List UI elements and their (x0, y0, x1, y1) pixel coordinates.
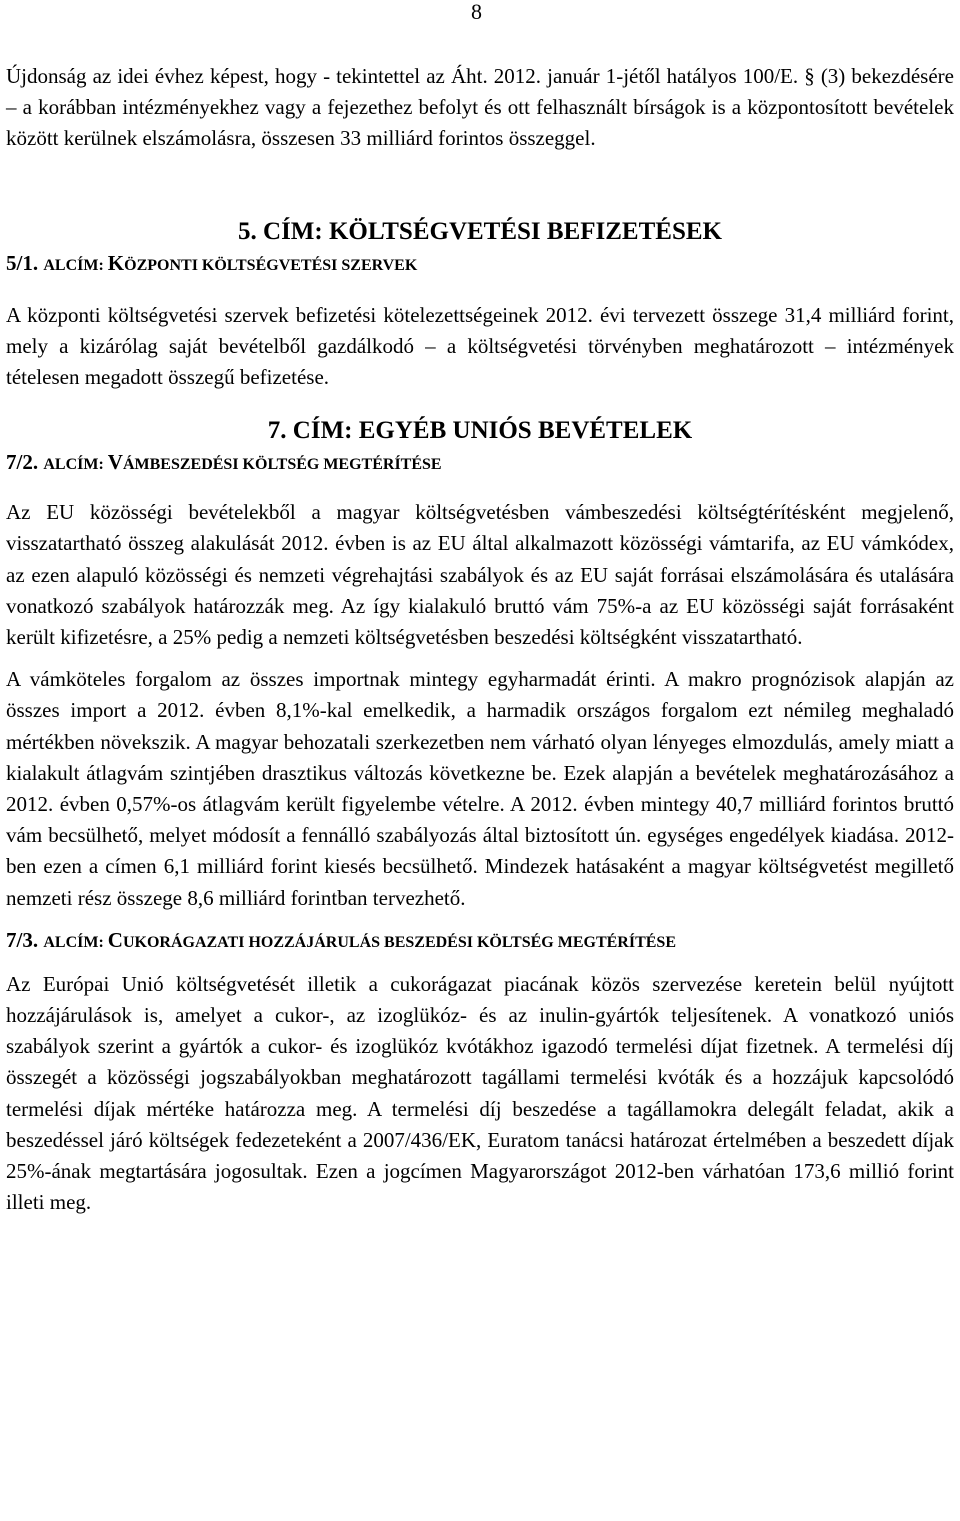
document-body (6, 61, 954, 1218)
subsection-capital: V (107, 450, 123, 475)
intro-paragraph: Újdonság az idei évhez képest, hogy - tekintettel az Áht. 2012. január 1-jétől hatályos 100/E. § (3) bekezdésére – a korábban intézményekhez vagy a fejezethez befolyt és ott felhasznált bírságok is a központosított bevételek között kerülnek elszámolásra, összesen 33 milliárd forintos összeggel. (6, 64, 954, 151)
subsection-5-1-heading (6, 249, 954, 280)
section-7-2-paragraph-1: Az EU közösségi bevételekből a magyar költségvetésben vámbeszedési költségtérítésként megjelenő, visszatartható összeg alakulását 2012. évben is az EU által alkalmazott közösségi vámtarifa, az EU vámkódex, az ezen alapuló közösségi és nemzeti végrehajtási szabályok és az EU saját forrásai elszámolására és utalására vonatkozó szabályok határozzák meg. Az így kialakuló bruttó vám 75%-a az EU közösségi saját forrásaként került kifizetésre, a 25% pedig a nemzeti költségvetésben beszedési költségként visszatartható. (6, 500, 954, 650)
subsection-title: ÁMBESZEDÉSI KÖLTSÉG MEGTÉRÍTÉSE (122, 456, 442, 474)
section-7-2-paragraph-2: A vámköteles forgalom az összes importnak mintegy egyharmadát érinti. A makro prognózisok alapján az összes import a 2012. évben 8,1%-kal emelkedik, a harmadik országos forgalom ezt némileg meghaladó mértékben növekszik. A magyar behozatali szerkezetben nem várható olyan lényeges elmozdulás, amely miatt a kialakult átlagvám szintjében drasztikus változás következne be. Ezek alapján a bevételek meghatározásához a 2012. évben 0,57%-os átlagvám került figyelembe vételre. A 2012. évben mintegy 40,7 milliárd forintos bruttó vám becsülhető, melyet módosít a fennálló szabályozás által biztosított ún. egységes engedélyek kiadása. 2012-ben ezen a címen 6,1 milliárd forint kiesés becsülhető. Mindezek hatásaként a magyar költségvetést megillető nemzeti rész összege 8,6 milliárd forintban tervezhető. (6, 667, 954, 910)
subsection-number: 5/1. (6, 250, 39, 275)
subsection-capital: C (107, 927, 123, 952)
subsection-capital: K (107, 250, 125, 275)
subsection-number: 7/3. (6, 927, 39, 952)
subsection-prefix: ALCÍM: (43, 456, 108, 474)
section-7-title: 7. CÍM: EGYÉB UNIÓS BEVÉTELEK (267, 417, 693, 445)
page-number: 8 (471, 0, 482, 24)
subsection-7-2-heading (6, 448, 954, 479)
subsection-number: 7/2. (6, 450, 39, 475)
subsection-7-3-heading (6, 926, 954, 957)
subsection-prefix: ALCÍM: (43, 256, 108, 274)
section-7-3-paragraph: Az Európai Unió költségvetését illetik a cukorágazat piacának közös szervezése keretein belül nyújtott hozzájárulások is, amelyet a cukor-, az izoglükóz- és az inulin-gyártók teljesítenek. A vonatkozó uniós szabályok szerint a gyártók a cukor- és izoglükóz kvótákhoz igazodó termelési díjat fizetnek. A termelési díj összegét a közösségi jogszabályokban meghatározott tagállami termelési kvóták és a hozzájuk kapcsolódó termelési díjak mértéke határozza meg. A termelési díj beszedése a tagállamokra delegált feladat, akik a beszedéssel járó költségek fedezeteként a 2007/436/EK, Euratom tanácsi határozat értelmében a beszedett díjak 25%-ának megtartására jogosultak. Ezen a jogcímen Magyarországot 2012-ben várhatóan 173,6 millió forint illeti meg. (6, 971, 954, 1215)
section-5-title: 5. CÍM: KÖLTSÉGVETÉSI BEFIZETÉSEK (238, 217, 722, 245)
subsection-title: UKORÁGAZATI HOZZÁJÁRULÁS BESZEDÉSI KÖLTSÉG MEGTÉRÍTÉSE (122, 933, 676, 951)
subsection-prefix: ALCÍM: (43, 933, 108, 951)
section-5-paragraph: A központi költségvetési szervek befizetési kötelezettségeinek 2012. évi tervezett összege 31,4 milliárd forint, mely a kizárólag saját bevételből gazdálkodó – a költségvetési törvényben meghatározott – intézmények tételesen megadott összegű befizetése. (6, 302, 954, 390)
subsection-title: ÖZPONTI KÖLTSÉGVETÉSI SZERVEK (124, 256, 418, 274)
